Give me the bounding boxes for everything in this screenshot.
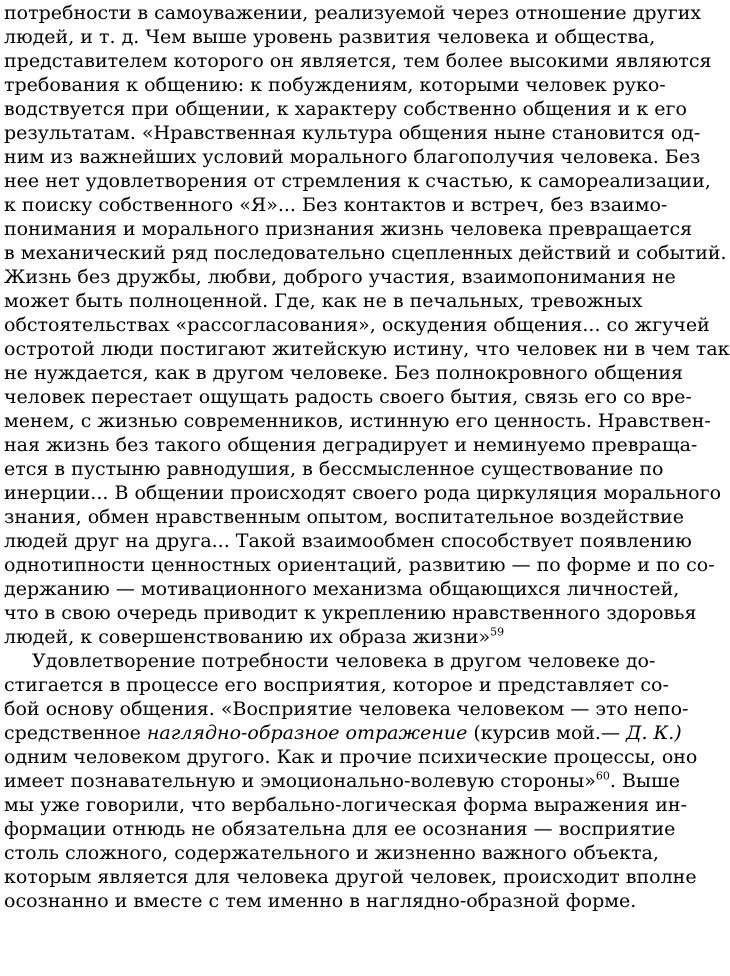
text-line: осознанно и вместе с тем именно в наглядно-образной форме. bbox=[4, 890, 637, 912]
text-line: водствуется при общении, к характеру собственно общения и к его bbox=[4, 98, 687, 120]
text-line: столь сложного, содержательного и жизненно важного объекта, bbox=[4, 842, 659, 864]
text-line: может быть полноценной. Где, как не в печальных, тревожных bbox=[4, 290, 643, 312]
text-line: понимания и морального признания жизнь человека превращается bbox=[4, 218, 693, 240]
text-line: требования к общению: к побуждениям, которыми человек руко- bbox=[4, 74, 666, 96]
footnote-ref[interactable]: 59 bbox=[490, 625, 505, 639]
text-line bbox=[4, 624, 618, 650]
text-line: ним из важнейших условий морального благополучия человека. Без bbox=[4, 146, 701, 168]
text-line: результатам. «Нравственная культура общения ныне становится од- bbox=[4, 122, 701, 144]
text-line: ется в пустыню равнодушия, в бессмысленное существование по bbox=[4, 458, 664, 480]
text-line: одним человеком другого. Как и прочие психические процессы, оно bbox=[4, 746, 698, 768]
text-line: в механический ряд последовательно сцепленных действий и событий. bbox=[4, 242, 727, 264]
text-line: мы уже говорили, что вербально-логическая форма выражения ин- bbox=[4, 794, 687, 816]
text-line: менем, с жизнью современников, истинную его ценность. Нравствен- bbox=[4, 410, 711, 432]
italic-emphasis: наглядно-образное отражение bbox=[146, 722, 468, 744]
text-line: ная жизнь без такого общения деградирует и неминуемо превраща- bbox=[4, 434, 698, 456]
text-fragment: (курсив мой.— bbox=[467, 722, 627, 744]
text-line bbox=[4, 768, 680, 794]
text-line: потребности в самоуважении, реализуемой через отношение других bbox=[4, 2, 702, 24]
footnote-ref[interactable]: 60 bbox=[595, 769, 610, 783]
text-line: нее нет удовлетворения от стремления к счастью, к самореализации, bbox=[4, 170, 711, 192]
text-line: людей друг на друга... Такой взаимообмен способствует появлению bbox=[4, 530, 692, 552]
text-line bbox=[4, 720, 682, 746]
text-line: которым является для человека другой человек, происходит вполне bbox=[4, 866, 697, 888]
text-line: знания, обмен нравственным опытом, воспитательное воздействие bbox=[4, 506, 684, 528]
text-line: что в свою очередь приводит к укреплению нравственного здоровья bbox=[4, 602, 697, 624]
text-line: не нуждается, как в другом человеке. Без полнокровного общения bbox=[4, 362, 684, 384]
text-line: держанию — мотивационного механизма общающихся личностей, bbox=[4, 578, 680, 600]
text-line: Жизнь без дружбы, любви, доброго участия, взаимопонимания не bbox=[4, 266, 676, 288]
text-fragment: людей, к совершенствованию их образа жизни» bbox=[4, 626, 491, 648]
text-fragment: средственное bbox=[4, 722, 147, 744]
text-line: представителем которого он является, тем более высокими являются bbox=[4, 50, 712, 72]
paragraph-first-line: Удовлетворение потребности человека в другом человеке до- bbox=[32, 650, 656, 672]
text-line: остротой люди постигают житейскую истину, что человек ни в чем так bbox=[4, 338, 730, 360]
text-line: людей, и т. д. Чем выше уровень развития человека и общества, bbox=[4, 26, 656, 48]
text-line: к поиску собственного «Я»... Без контактов и встреч, без взаимо- bbox=[4, 194, 668, 216]
text-line: однотипности ценностных ориентаций, развитию — по форме и по со- bbox=[4, 554, 715, 576]
text-line: формации отнюдь не обязательна для ее осознания — восприятие bbox=[4, 818, 676, 840]
text-line: инерции... В общении происходят своего рода циркуляция морального bbox=[4, 482, 722, 504]
text-line: стигается в процессе его восприятия, которое и представляет со- bbox=[4, 674, 669, 696]
text-line: обстоятельствах «рассогласования», оскудения общения... со жгучей bbox=[4, 314, 710, 336]
text-line: бой основу общения. «Восприятие человека человеком — это непо- bbox=[4, 698, 689, 720]
text-line: человек перестает ощущать радость своего бытия, связь его со вре- bbox=[4, 386, 692, 408]
italic-emphasis: Д. К.) bbox=[626, 722, 682, 744]
text-fragment: . Выше bbox=[609, 770, 680, 792]
text-fragment: имеет познавательную и эмоционально-волевую стороны» bbox=[4, 770, 596, 792]
